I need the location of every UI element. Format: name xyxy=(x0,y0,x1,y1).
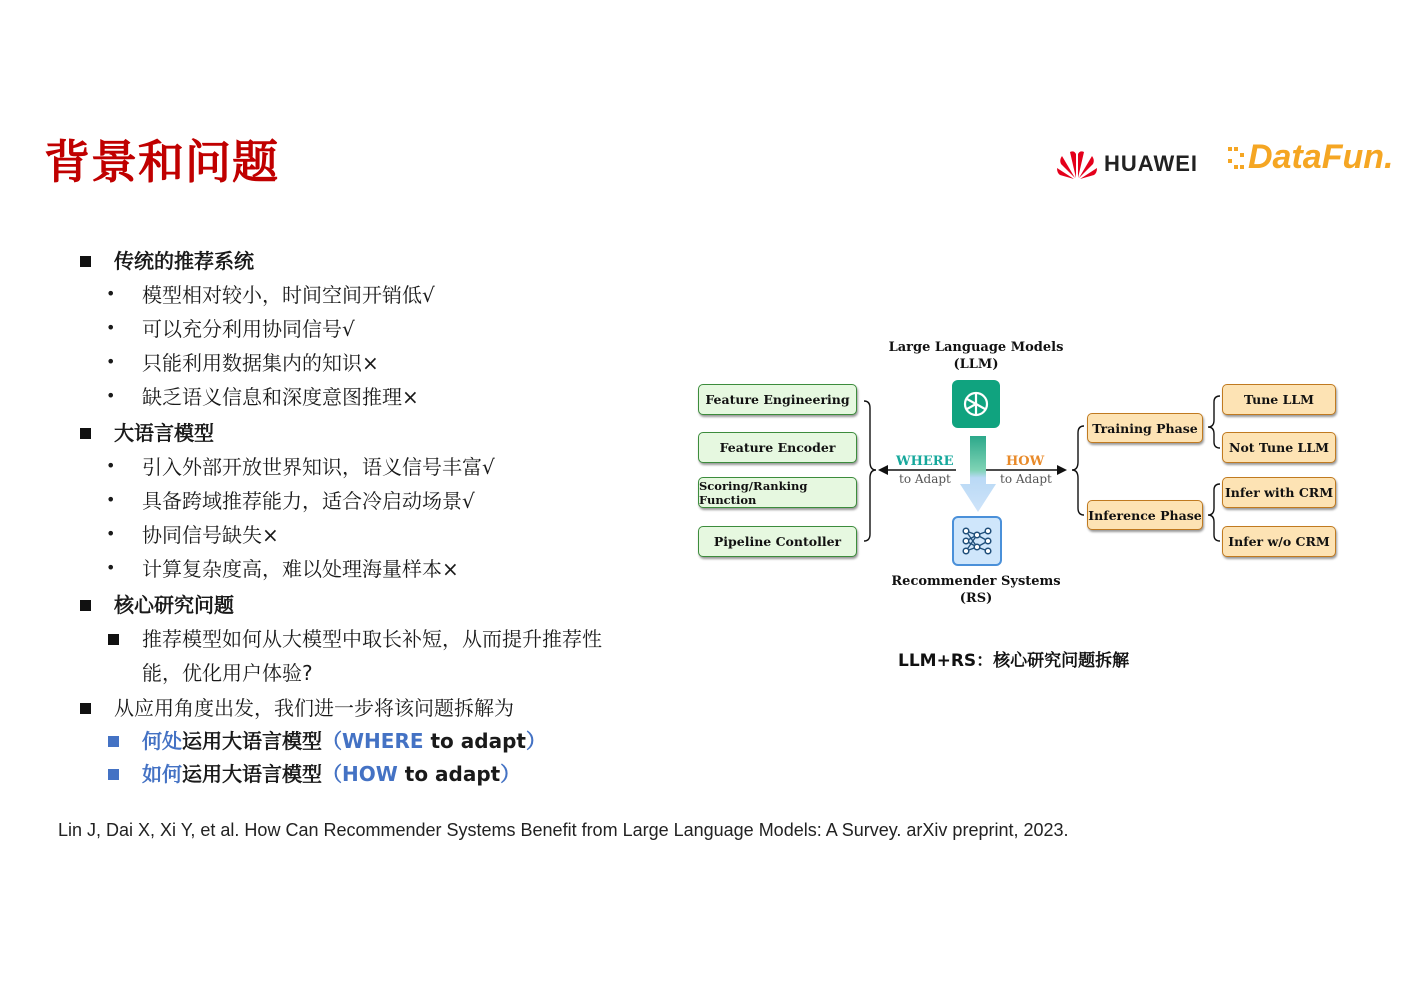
list-item: 只能利用数据集内的知识× xyxy=(142,351,379,375)
how-highlight: 如何 xyxy=(142,762,182,786)
list-item: 具备跨域推荐能力，适合冷启动场景√ xyxy=(142,489,475,513)
datafun-logo xyxy=(1226,138,1393,177)
diagram-connectors xyxy=(860,398,1090,548)
section-heading: 大语言模型 xyxy=(114,421,214,445)
rs-label-line1: Recommender Systems xyxy=(891,574,1061,589)
how-to-adapt-label: to Adapt xyxy=(1000,472,1052,486)
list-item: 协同信号缺失× xyxy=(142,523,279,547)
feature-engineering-box: Feature Engineering xyxy=(698,384,857,415)
list-item: 模型相对较小，时间空间开销低√ xyxy=(142,283,435,307)
phase-brackets xyxy=(1204,390,1224,560)
llm-label-line2: (LLM) xyxy=(953,357,999,372)
huawei-flower-icon xyxy=(1056,148,1098,180)
how-keyword: （HOW xyxy=(322,762,398,786)
how-item xyxy=(142,760,520,788)
pipeline-controller-box: Pipeline Contoller xyxy=(698,526,857,557)
training-phase-box: Training Phase xyxy=(1087,413,1203,443)
square-bullet xyxy=(80,703,91,714)
square-bullet xyxy=(80,256,91,267)
round-bullet: • xyxy=(106,456,116,475)
list-item: 可以充分利用协同信号√ xyxy=(142,317,355,341)
where-to-adapt: to adapt xyxy=(423,729,526,753)
where-keyword: （WHERE xyxy=(322,729,424,753)
section-heading: 从应用角度出发，我们进一步将该问题拆解为 xyxy=(114,696,514,720)
square-bullet xyxy=(108,769,119,780)
datafun-wordmark: DataFun. xyxy=(1248,138,1394,176)
page-title: 背景和问题 xyxy=(44,135,279,189)
list-item-continued: 能，优化用户体验? xyxy=(142,661,313,685)
round-bullet: • xyxy=(106,558,116,577)
diagram-caption: LLM+RS：核心研究问题拆解 xyxy=(898,651,1130,671)
list-item: 引入外部开放世界知识，语义信号丰富√ xyxy=(142,455,495,479)
section-heading: 传统的推荐系统 xyxy=(114,249,254,273)
square-bullet xyxy=(80,600,91,611)
list-item: 缺乏语义信息和深度意图推理× xyxy=(142,385,419,409)
where-item xyxy=(142,727,546,755)
round-bullet: • xyxy=(106,352,116,371)
how-to-adapt: to adapt xyxy=(397,762,501,786)
rs-label-line2: (RS) xyxy=(959,591,993,606)
inference-phase-box: Inference Phase xyxy=(1087,500,1203,530)
where-text: 运用大语言模型 xyxy=(182,729,322,753)
not-tune-llm-box: Not Tune LLM xyxy=(1222,432,1336,463)
llm-label xyxy=(886,339,1066,373)
square-bullet xyxy=(108,634,119,645)
huawei-logo xyxy=(1056,148,1198,180)
where-highlight: 何处 xyxy=(142,729,182,753)
square-bullet xyxy=(80,428,91,439)
scoring-ranking-box: Scoring/Ranking Function xyxy=(698,477,857,508)
infer-with-crm-box: Infer with CRM xyxy=(1222,477,1336,508)
huawei-wordmark: HUAWEI xyxy=(1104,151,1198,176)
datafun-dots-icon xyxy=(1226,143,1248,173)
round-bullet: • xyxy=(106,284,116,303)
where-paren: ） xyxy=(525,729,546,753)
list-item: 计算复杂度高，难以处理海量样本× xyxy=(142,557,459,581)
round-bullet: • xyxy=(106,490,116,509)
how-label: HOW xyxy=(1006,454,1045,469)
infer-without-crm-box: Infer w/o CRM xyxy=(1222,526,1336,557)
list-item: 推荐模型如何从大模型中取长补短，从而提升推荐性 xyxy=(142,627,602,651)
round-bullet: • xyxy=(106,318,116,337)
how-paren: ） xyxy=(500,762,521,786)
reference-citation: Lin J, Dai X, Xi Y, et al. How Can Recommender Systems Benefit from Large Language Models: A Survey. arXiv preprint, 2023. xyxy=(58,820,1069,840)
feature-encoder-box: Feature Encoder xyxy=(698,432,857,463)
where-label: WHERE xyxy=(896,454,954,469)
where-to-adapt-label: to Adapt xyxy=(899,472,951,486)
rs-label xyxy=(886,573,1066,607)
round-bullet: • xyxy=(106,386,116,405)
tune-llm-box: Tune LLM xyxy=(1222,384,1336,415)
how-text: 运用大语言模型 xyxy=(182,762,322,786)
round-bullet: • xyxy=(106,524,116,543)
llm-label-line1: Large Language Models xyxy=(888,340,1064,355)
square-bullet xyxy=(108,736,119,747)
section-heading: 核心研究问题 xyxy=(114,593,234,617)
